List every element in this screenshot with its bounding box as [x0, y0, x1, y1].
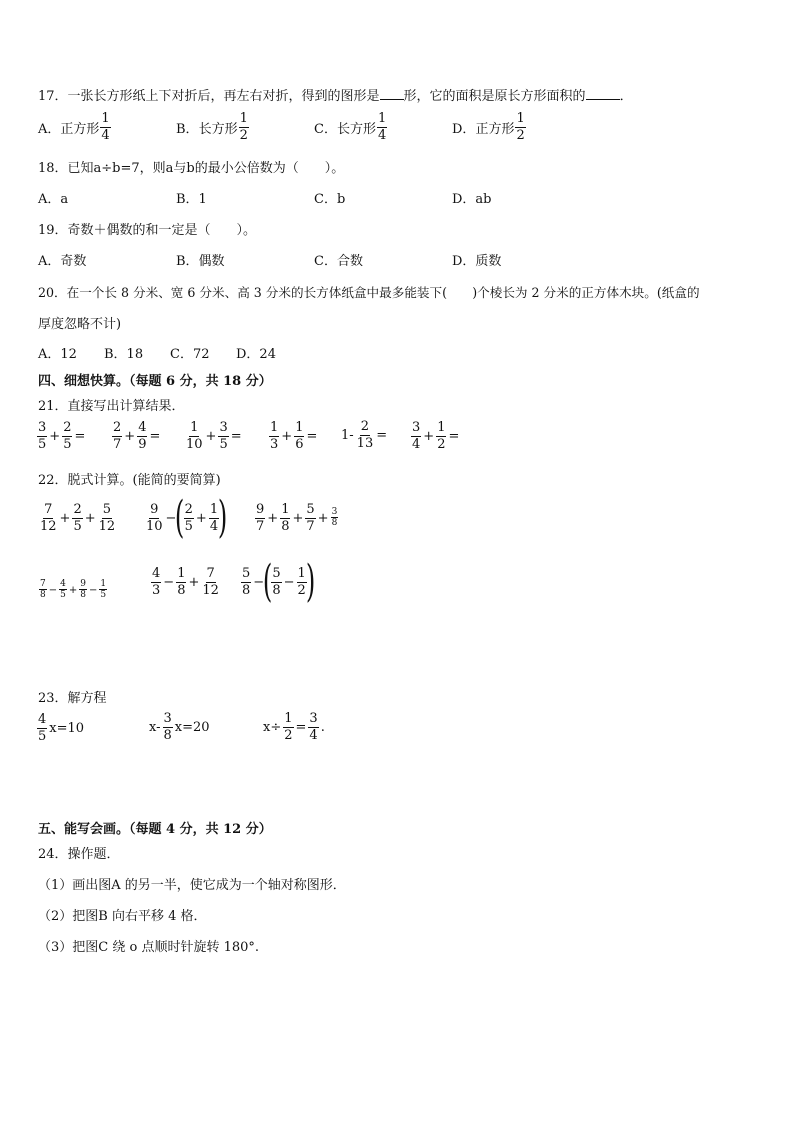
fraction-denominator: 7 — [306, 518, 315, 534]
q20-stem-line2: 厚度忽略不计) — [38, 317, 122, 332]
q22-expr-2 — [144, 492, 228, 543]
fraction-denominator: 8 — [281, 518, 290, 534]
fraction-denominator: 3 — [270, 436, 279, 452]
fraction-denominator: 5 — [100, 590, 107, 601]
q18-option-b[interactable]: B．1 — [176, 192, 207, 207]
math-operator: + — [84, 510, 96, 526]
fraction — [176, 567, 186, 597]
fraction-denominator: 13 — [356, 435, 374, 451]
fraction-numerator: 3 — [219, 420, 228, 435]
q22-stem: 22．脱式计算。(能简的要简算) — [38, 473, 221, 488]
fraction — [218, 421, 228, 451]
q17-option-a[interactable]: A． 正方形 $\frac{1}{4}$ — [38, 111, 110, 143]
q18-option-d[interactable]: D．ab — [452, 192, 492, 207]
fraction-numerator: 9 — [150, 501, 159, 517]
q23-equation-3 — [262, 712, 326, 742]
fraction-denominator: 2 — [239, 127, 248, 143]
q23-equation-2 — [148, 712, 211, 742]
q18-stem: 18．已知a÷b=7，则a与b的最小公倍数为（ ）。 — [38, 161, 345, 176]
section-4-title: 四、细想快算。（每题 6 分，共 18 分） — [38, 374, 272, 389]
fraction-numerator: 2 — [113, 420, 122, 435]
fraction — [151, 567, 161, 597]
fraction-numerator: 1 — [284, 711, 293, 726]
fraction-denominator: 8 — [40, 590, 46, 601]
math-operator: x=10 — [49, 720, 85, 736]
fraction — [145, 503, 164, 533]
fraction-denominator: 2 — [437, 436, 446, 452]
fraction-numerator: 5 — [272, 565, 281, 581]
q22-expr-6 — [240, 556, 316, 607]
fraction — [72, 503, 82, 533]
fraction-numerator: 3 — [38, 420, 47, 435]
fraction-numerator: 3 — [412, 420, 421, 435]
fraction-numerator: 5 — [306, 502, 315, 517]
q22-expr-5 — [150, 566, 221, 597]
math-operator: = — [74, 428, 86, 444]
q21-item-6 — [410, 420, 460, 451]
q24-item-3: （3）把图C 绕 o 点顺时针旋转 180°. — [38, 940, 260, 955]
q24-item-2: （2）把图B 向右平移 4 格． — [38, 909, 207, 924]
fraction-numerator: 1 — [177, 566, 186, 581]
fraction-denominator: 4 — [412, 436, 421, 452]
fraction-denominator: 5 — [73, 518, 82, 534]
fraction — [59, 580, 67, 601]
fraction — [271, 567, 281, 597]
fraction — [436, 421, 446, 451]
fraction — [39, 503, 58, 533]
fraction — [37, 421, 47, 451]
fraction-numerator: 1 — [281, 502, 290, 517]
fraction — [184, 503, 194, 533]
fraction — [377, 112, 387, 142]
fraction — [308, 712, 318, 742]
fraction-numerator: 4 — [138, 420, 147, 435]
fraction — [411, 421, 421, 451]
fraction — [98, 503, 117, 533]
fraction-denominator: 6 — [295, 436, 304, 452]
fraction-denominator: 4 — [209, 518, 219, 534]
math-parenthesis: ( — [263, 556, 273, 607]
fraction-denominator: 10 — [186, 436, 203, 452]
fraction-numerator: 1 — [209, 501, 219, 517]
fraction-numerator: 2 — [184, 501, 193, 517]
fraction-denominator: 5 — [219, 436, 228, 452]
math-operator: + — [205, 428, 217, 444]
q17-stem: 17．一张长方形纸上下对折后，再左右对折，得到的图形是 形，它的面积是原长方形面积的 ． — [38, 89, 633, 104]
fraction-numerator: 5 — [242, 565, 251, 581]
math-operator: x÷ — [263, 719, 282, 735]
q23-equation-1 — [36, 712, 85, 743]
q20-option-a[interactable]: A．12 — [38, 347, 77, 362]
section-5-title: 五、能写会画。（每题 4 分，共 12 分） — [38, 822, 272, 837]
fraction-numerator: 9 — [80, 579, 86, 589]
math-operator: x- — [149, 719, 161, 735]
fraction — [79, 580, 87, 601]
math-operator: + — [292, 510, 304, 526]
fraction-numerator: 1 — [190, 420, 199, 435]
q20-stem-line1: 20．在一个长 8 分米、宽 6 分米、高 3 分米的长方体纸盒中最多能装下( )个棱长为 2 分米的正方体木块。(纸盒的 — [38, 285, 700, 300]
math-operator: + — [49, 428, 61, 444]
q21-item-4 — [268, 420, 318, 451]
fraction — [283, 712, 293, 742]
fraction-numerator: 7 — [206, 566, 215, 581]
q19-option-a[interactable]: A．奇数 — [38, 254, 87, 269]
q17-option-b[interactable]: B． 长方形 $\frac{1}{2}$ — [176, 111, 248, 143]
fraction-numerator: 3 — [331, 506, 338, 517]
math-parenthesis: ) — [305, 556, 316, 607]
q18-option-a[interactable]: A．a — [38, 192, 69, 207]
fraction-denominator: 2 — [516, 127, 525, 143]
fraction-numerator: 1 — [516, 111, 525, 126]
fraction-denominator: 5 — [63, 436, 72, 452]
math-operator: + — [281, 428, 293, 444]
q19-stem: 19．奇数＋偶数的和一定是（ ）。 — [38, 223, 257, 238]
fraction — [241, 567, 251, 597]
q22-expr-4 — [38, 575, 108, 601]
math-parenthesis: ( — [175, 492, 185, 543]
fraction-numerator: 1 — [297, 565, 306, 581]
math-operator: + — [195, 510, 207, 526]
q21-stem: 21．直接写出计算结果． — [38, 399, 185, 414]
math-operator: − — [48, 584, 58, 596]
fraction — [269, 421, 279, 451]
q20-option-c[interactable]: C．72 — [170, 347, 210, 362]
math-operator: = — [149, 428, 161, 444]
math-operator: − — [165, 510, 177, 526]
fraction-numerator: 1 — [437, 420, 446, 435]
fraction — [280, 503, 290, 533]
q21-item-2 — [111, 420, 161, 451]
fraction-denominator: 4 — [101, 127, 110, 143]
fraction-numerator: 1 — [101, 111, 110, 126]
fraction-numerator: 2 — [73, 502, 82, 517]
math-operator: + — [68, 584, 78, 596]
fraction-denominator: 12 — [40, 518, 57, 534]
fraction — [294, 421, 304, 451]
fraction-denominator: 8 — [177, 582, 186, 598]
math-operator: = — [230, 428, 242, 444]
q19-option-b[interactable]: B．偶数 — [176, 254, 225, 269]
math-operator: − — [283, 574, 295, 590]
math-operator: . — [320, 719, 325, 735]
fraction-numerator: 4 — [38, 712, 47, 727]
fraction-denominator: 4 — [309, 727, 318, 743]
math-operator: = — [306, 428, 318, 444]
fraction-denominator: 10 — [146, 518, 163, 534]
q22-expr-1 — [38, 502, 117, 533]
fraction-denominator: 2 — [284, 727, 293, 743]
q17-option-d[interactable]: D． 正方形 $\frac{1}{2}$ — [452, 111, 525, 143]
fraction — [99, 580, 107, 601]
fraction — [201, 567, 220, 597]
math-operator: − — [253, 574, 265, 590]
fraction-denominator: 2 — [297, 582, 306, 598]
q21-item-3 — [184, 420, 243, 451]
fraction-numerator: 1 — [239, 111, 248, 126]
q20-option-d[interactable]: D．24 — [236, 347, 276, 362]
fraction — [239, 112, 249, 142]
math-operator: + — [423, 428, 435, 444]
q17-blank-shape[interactable] — [380, 87, 404, 100]
fraction — [356, 420, 375, 450]
q20-option-b[interactable]: B．18 — [104, 347, 144, 362]
math-operator: 1- — [341, 427, 354, 443]
fraction — [37, 713, 47, 743]
q17-blank-area[interactable] — [586, 87, 620, 100]
fraction-denominator: 12 — [202, 582, 219, 598]
fraction — [62, 421, 72, 451]
fraction — [39, 580, 47, 601]
math-operator: + — [124, 428, 136, 444]
math-parenthesis: ) — [217, 492, 228, 543]
fraction — [137, 421, 147, 451]
fraction-numerator: 5 — [102, 502, 112, 517]
q21-item-1 — [36, 420, 86, 451]
fraction-denominator: 8 — [80, 590, 86, 601]
fraction-denominator: 4 — [377, 127, 387, 143]
fraction-denominator: 8 — [331, 518, 338, 529]
fraction-numerator: 4 — [60, 579, 66, 589]
q17-option-c[interactable]: C． 长方形 $\frac{1}{4}$ — [314, 111, 387, 143]
math-operator: − — [163, 574, 175, 590]
fraction-numerator: 7 — [40, 579, 46, 589]
math-operator: = — [448, 428, 460, 444]
fraction-denominator: 7 — [113, 436, 122, 452]
fraction-numerator: 3 — [309, 711, 318, 726]
fraction — [255, 503, 265, 533]
math-operator: + — [317, 510, 329, 526]
q22-expr-3 — [254, 502, 339, 533]
fraction-numerator: 3 — [163, 711, 172, 726]
fraction-numerator: 2 — [360, 419, 370, 434]
fraction-denominator: 3 — [152, 582, 161, 598]
fraction-denominator: 5 — [38, 728, 47, 744]
q18-option-c[interactable]: C．b — [314, 192, 346, 207]
fraction-denominator: 8 — [163, 727, 172, 743]
math-operator: = — [295, 719, 307, 735]
fraction-denominator: 9 — [138, 436, 147, 452]
fraction-denominator: 8 — [272, 582, 281, 598]
q23-stem: 23．解方程 — [38, 691, 107, 706]
math-operator: + — [267, 510, 279, 526]
q19-option-d[interactable]: D．质数 — [452, 254, 502, 269]
q19-option-c[interactable]: C．合数 — [314, 254, 363, 269]
fraction-numerator: 1 — [377, 111, 387, 126]
math-operator: + — [59, 510, 71, 526]
fraction-denominator: 5 — [184, 518, 193, 534]
math-operator: = — [376, 427, 388, 443]
fraction — [163, 712, 173, 742]
fraction — [112, 421, 122, 451]
fraction-numerator: 2 — [63, 420, 72, 435]
fraction-denominator: 8 — [242, 582, 251, 598]
fraction-numerator: 1 — [295, 420, 304, 435]
fraction-denominator: 5 — [60, 590, 66, 601]
q21-item-5 — [340, 420, 388, 450]
math-operator: − — [88, 584, 98, 596]
fraction-numerator: 4 — [152, 566, 161, 581]
math-operator: + — [188, 574, 200, 590]
fraction — [331, 508, 339, 529]
fraction — [185, 421, 204, 451]
fraction — [305, 503, 315, 533]
fraction-numerator: 1 — [100, 579, 107, 589]
fraction-denominator: 12 — [98, 518, 116, 534]
fraction-numerator: 1 — [270, 420, 279, 435]
q24-stem: 24．操作题． — [38, 847, 120, 862]
fraction-denominator: 7 — [256, 518, 265, 534]
fraction-denominator: 5 — [38, 436, 47, 452]
q24-item-1: （1）画出图A 的另一半，使它成为一个轴对称图形． — [38, 878, 346, 893]
fraction — [100, 112, 110, 142]
fraction-numerator: 9 — [256, 502, 265, 517]
fraction-numerator: 7 — [44, 502, 53, 517]
math-operator: x=20 — [174, 719, 210, 735]
fraction — [515, 112, 525, 142]
